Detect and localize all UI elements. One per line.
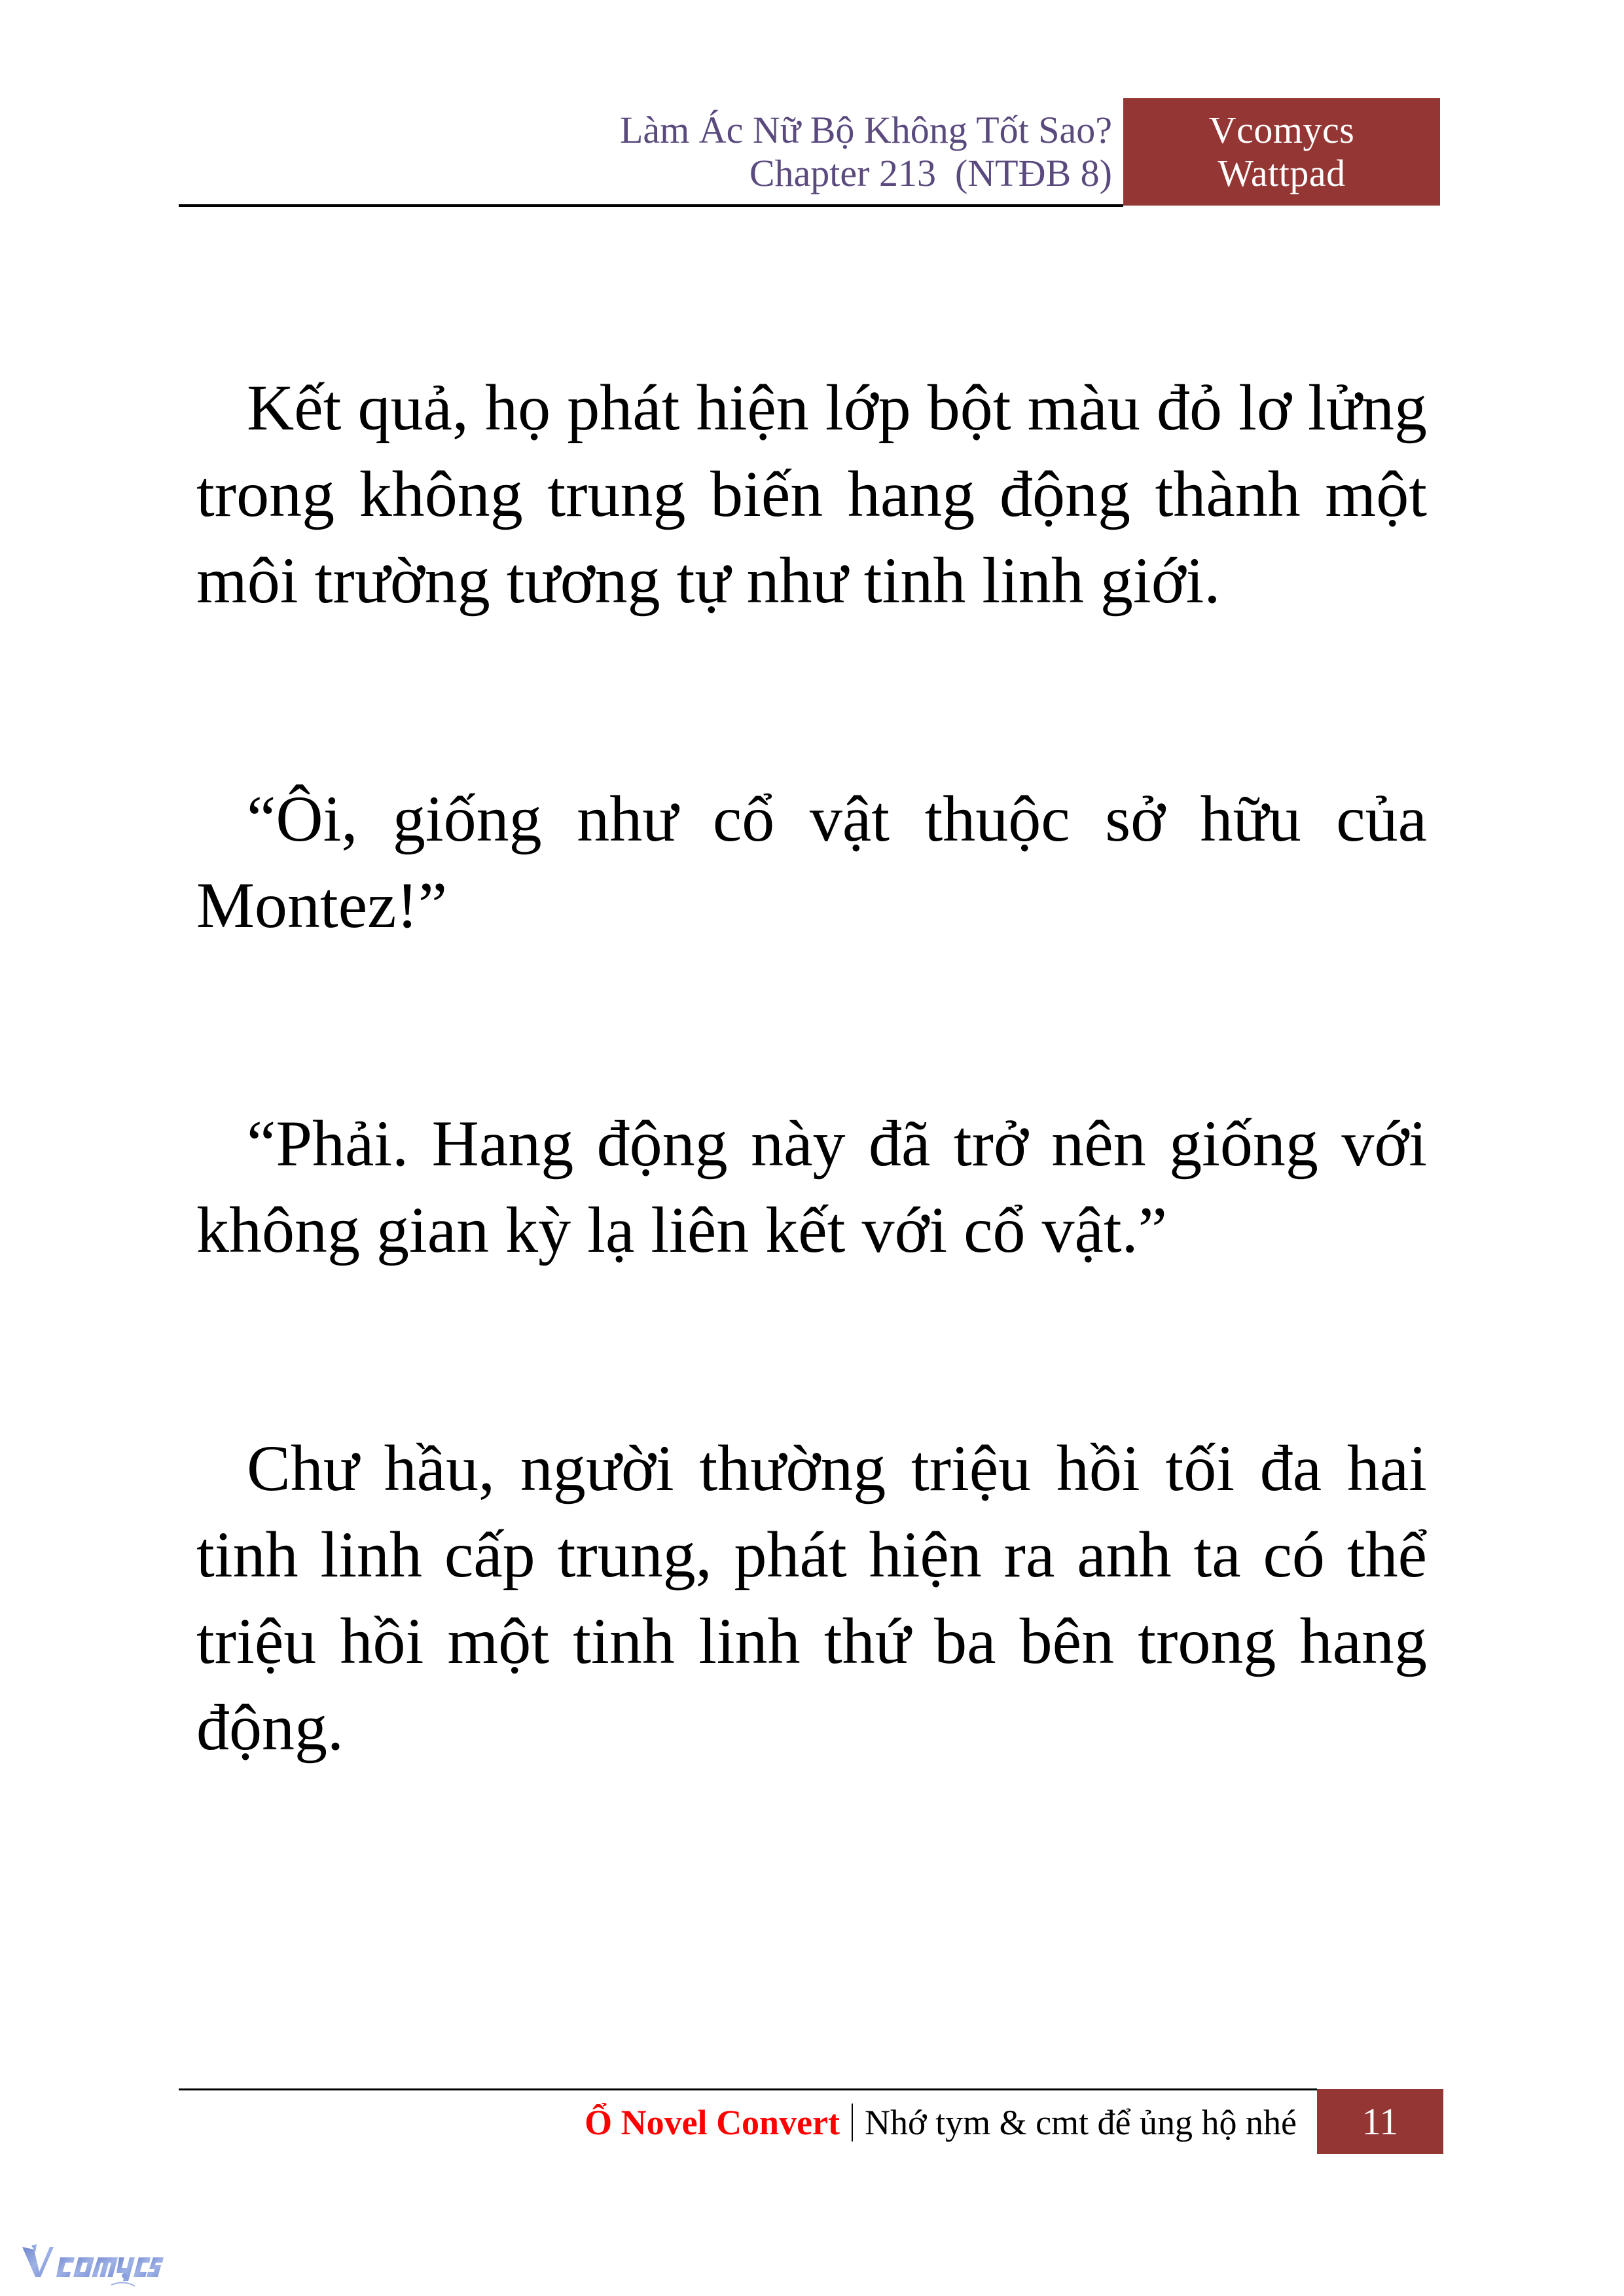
paragraph: Kết quả, họ phát hiện lớp bột màu đỏ lơ lửng trong không trung biến hang động thành một môi trường tương tự như tinh linh giới. bbox=[196, 371, 1427, 617]
chapter-title: Chapter 213 (NTĐB 8) bbox=[749, 152, 1112, 194]
footer-slogan: Nhớ tym & cmt để ủng hộ nhé bbox=[865, 2103, 1297, 2142]
footer-separator bbox=[852, 2104, 853, 2141]
footer-divider bbox=[179, 2088, 1317, 2090]
paragraph: “Phải. Hang động này đã trở nên giống với không gian kỳ lạ liên kết với cổ vật.” bbox=[196, 1107, 1427, 1266]
running-footer bbox=[585, 2103, 1297, 2142]
source-badge bbox=[1123, 98, 1440, 206]
paragraph: Chư hầu, người thường triệu hồi tối đa hai tinh linh cấp trung, phát hiện ra anh ta có thể triệu hồi một tinh linh thứ ba bên trong hang động. bbox=[196, 1432, 1427, 1764]
source-badge-platform: Wattpad bbox=[1218, 152, 1346, 194]
book-title: Làm Ác Nữ Bộ Không Tốt Sao? bbox=[619, 109, 1112, 151]
paragraph: “Ôi, giống như cổ vật thuộc sở hữu của Montez!” bbox=[196, 782, 1427, 941]
vcomycs-logo-icon bbox=[20, 2243, 164, 2290]
running-header-title bbox=[620, 109, 1112, 195]
header-divider bbox=[179, 204, 1123, 207]
page-number: 11 bbox=[1317, 2089, 1443, 2154]
footer-brand: Ổ Novel Convert bbox=[585, 2103, 840, 2142]
source-badge-publisher: Vcomycs bbox=[1208, 109, 1355, 151]
